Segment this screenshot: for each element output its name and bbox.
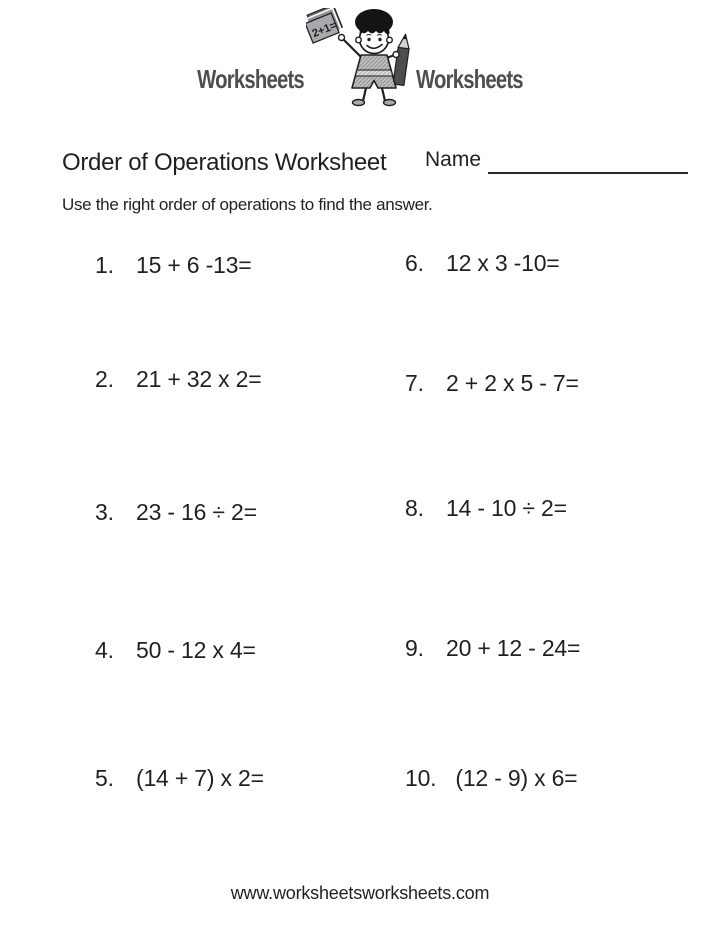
problem-4	[95, 637, 256, 664]
problem-10	[405, 765, 577, 792]
logo-word-right: Worksheets	[416, 64, 523, 94]
logo-word-left: Worksheets	[197, 64, 304, 94]
problem-8	[405, 495, 567, 522]
problem-number: 6.	[405, 250, 424, 276]
problem-number: 4.	[95, 637, 114, 663]
problem-number: 3.	[95, 499, 114, 525]
problem-6	[405, 250, 560, 277]
problem-expression: 50 - 12 x 4=	[136, 637, 256, 663]
footer-url: www.worksheetsworksheets.com	[230, 883, 490, 903]
problem-expression: 14 - 10 ÷ 2=	[446, 495, 567, 521]
problem-5	[95, 765, 264, 792]
problem-2	[95, 366, 261, 393]
problem-expression: 12 x 3 -10=	[446, 250, 560, 276]
problem-7	[405, 370, 579, 397]
problem-9	[405, 635, 580, 662]
problem-number: 10.	[405, 765, 437, 791]
problem-expression: 21 + 32 x 2=	[136, 366, 262, 392]
problem-number: 2.	[95, 366, 114, 392]
problem-number: 1.	[95, 252, 114, 278]
problem-1	[95, 252, 251, 279]
name-label: Name	[425, 148, 482, 171]
problem-expression: (12 - 9) x 6=	[455, 765, 578, 791]
instruction-text: Use the right order of operations to find the answer.	[62, 195, 433, 214]
problem-number: 8.	[405, 495, 424, 521]
problem-3	[95, 499, 257, 526]
problem-expression: 15 + 6 -13=	[136, 252, 252, 278]
problem-number: 7.	[405, 370, 424, 396]
problem-expression: 23 - 16 ÷ 2=	[136, 499, 257, 525]
problem-expression: (14 + 7) x 2=	[136, 765, 264, 791]
problem-expression: 20 + 12 - 24=	[446, 635, 581, 661]
problem-number: 5.	[95, 765, 114, 791]
problem-expression: 2 + 2 x 5 - 7=	[446, 370, 579, 396]
problem-number: 9.	[405, 635, 424, 661]
footer	[0, 883, 720, 904]
worksheet-title: Order of Operations Worksheet	[62, 149, 387, 176]
book-text: 2+1=	[310, 19, 339, 41]
